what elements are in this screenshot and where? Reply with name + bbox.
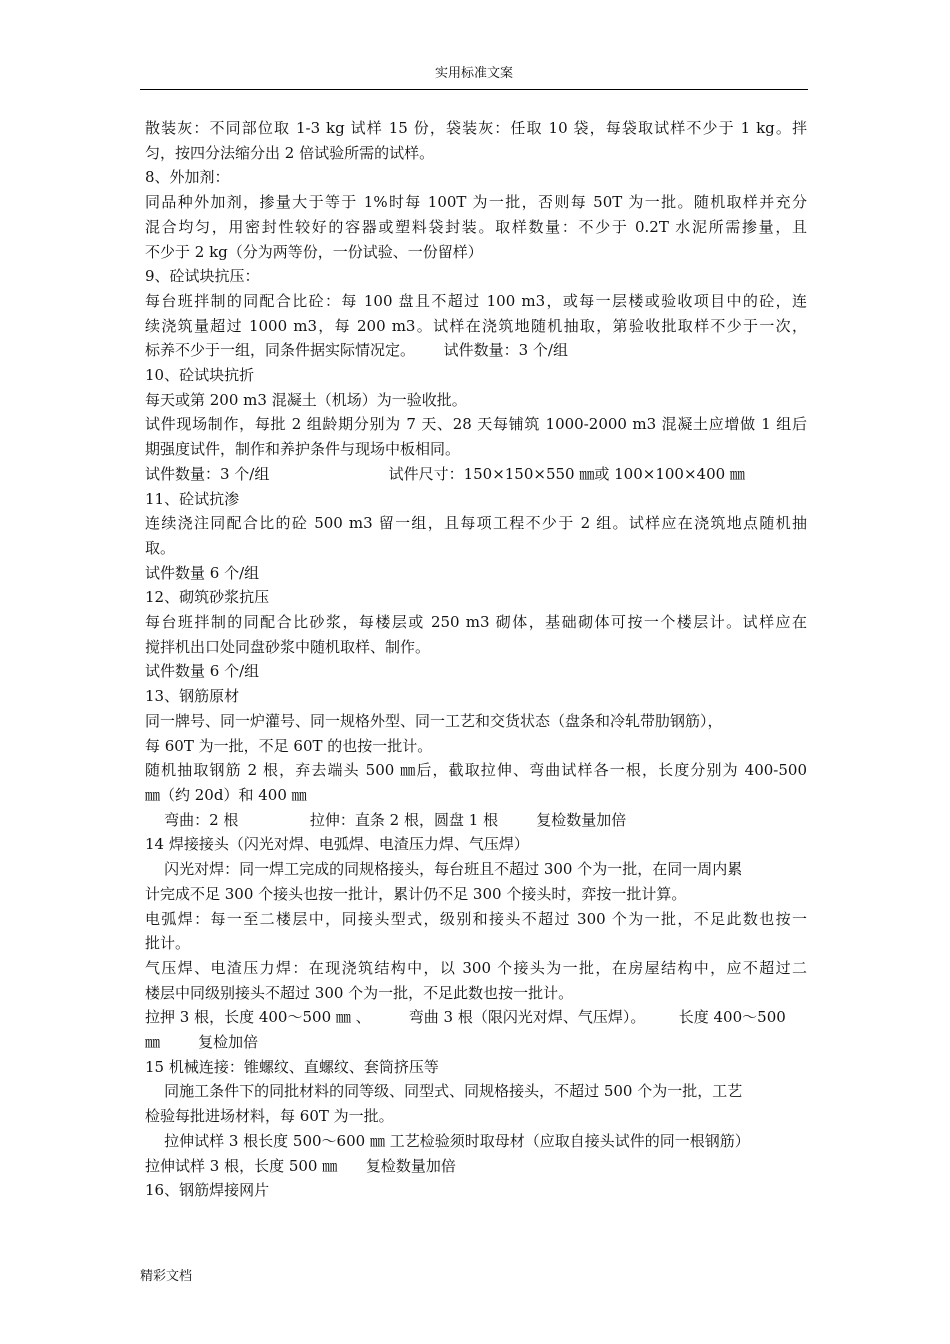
text-line: 每 60T 为一批，不足 60T 的也按一批计。 <box>145 736 433 755</box>
text-line: 弯曲：2 根 拉伸：直条 2 根，圆盘 1 根 复检数量加倍 <box>145 810 627 829</box>
text-line: 同一牌号、同一炉灌号、同一规格外型、同一工艺和交货状态（盘条和冷轧带肋钢筋）， <box>145 711 723 730</box>
section-heading: 12、砌筑砂浆抗压 <box>145 588 270 607</box>
text-line: 每天或第 200 m3 混凝土（机场）为一验收批。 <box>145 390 467 409</box>
section-heading: 14 焊接接头（闪光对焊、电弧焊、电渣压力焊、气压焊） <box>145 835 529 854</box>
section-heading: 16、钢筋焊接网片 <box>145 1181 270 1200</box>
text-line: 取。 <box>145 538 176 557</box>
page-footer: 精彩文档 <box>140 1269 193 1284</box>
text-line: 随机抽取钢筋 2 根，弃去端头 500 ㎜后，截取拉伸、弯曲试样各一根，长度分别为 400-500 <box>145 761 807 780</box>
text-line: 期强度试件，制作和养护条件与现场中板相同。 <box>145 440 461 459</box>
text-line: 电弧焊：每一至二楼层中，同接头型式，级别和接头不超过 300 个为一批，不足此数也按一 <box>145 909 807 928</box>
text-line: 混合均匀，用密封性较好的容器或塑料袋封装。取样数量：不少于 0.2T 水泥所需掺量，且 <box>145 217 807 236</box>
text-line: ㎜（约 20d）和 400 ㎜ <box>145 785 307 804</box>
text-line: 拉押 3 根，长度 400～500 ㎜ 、 弯曲 3 根（限闪光对焊、气压焊）。 长度 400～500 <box>145 1008 786 1027</box>
text-line: 气压焊、电渣压力焊：在现浇筑结构中，以 300 个接头为一批，在房屋结构中，应不超过二 <box>145 958 807 977</box>
text-line: 散装灰：不同部位取 1-3 kg 试样 15 份，袋装灰：任取 10 袋，每袋取试样不少于 1 kg。拌 <box>145 119 807 137</box>
text-line: 搅拌机出口处同盘砂浆中随机取样、制作。 <box>145 637 431 656</box>
text-line: 同品种外加剂，掺量大于等于 1%时每 100T 为一批，否则每 50T 为一批。随机取样并充分 <box>145 193 807 212</box>
document-body <box>145 116 807 1203</box>
text-line: 每台班拌制的同配合比砂浆，每楼层或 250 m3 砌体，基础砌体可按一个楼层计。试样应在 <box>145 613 807 632</box>
text-line: 试件现场制作，每批 2 组龄期分别为 7 天、28 天每铺筑 1000-2000 m3 混凝土应增做 1 组后 <box>145 415 807 434</box>
text-line: 闪光对焊：同一焊工完成的同规格接头，每台班且不超过 300 个为一批，在同一周内累 <box>145 860 743 879</box>
section-heading: 15 机械连接：锥螺纹、直螺纹、套筒挤压等 <box>145 1057 439 1076</box>
section-heading: 9、砼试块抗压： <box>145 267 260 286</box>
text-line: ㎜ 复检加倍 <box>145 1033 259 1052</box>
text-line: 楼层中同级别接头不超过 300 个为一批，不足此数也按一批计。 <box>145 983 574 1002</box>
header-rule <box>140 89 808 90</box>
text-line: 拉伸试样 3 根，长度 500 ㎜ 复检数量加倍 <box>145 1156 456 1175</box>
text-line: 匀，按四分法缩分出 2 倍试验所需的试样。 <box>145 143 435 162</box>
text-line: 同施工条件下的同批材料的同等级、同型式、同规格接头，不超过 500 个为一批，工艺 <box>145 1082 743 1101</box>
page-header: 实用标准文案 <box>434 66 513 81</box>
text-line: 试件数量：3 个/组 试件尺寸：150×150×550 ㎜或 100×100×400 ㎜ <box>145 464 745 483</box>
text-line: 批计。 <box>145 934 191 953</box>
text-line: 连续浇注同配合比的砼 500 m3 留一组，且每项工程不少于 2 组。试样应在浇筑地点随机抽 <box>145 514 807 533</box>
text-line: 拉伸试样 3 根长度 500～600 ㎜ 工艺检验须时取母材（应取自接头试件的同一根钢筋） <box>145 1131 750 1150</box>
section-heading: 11、砼试抗渗 <box>145 489 240 508</box>
text-line: 计完成不足 300 个接头也按一批计，累计仍不足 300 个接头时，弈按一批计算。 <box>145 884 687 903</box>
text-line: 续浇筑量超过 1000 m3，每 200 m3。试样在浇筑地随机抽取，第验收批取样不少于一次， <box>145 316 807 335</box>
text-line: 每台班拌制的同配合比砼：每 100 盘且不超过 100 m3，或每一层楼或验收项目中的砼，连 <box>145 291 807 310</box>
section-heading: 10、砼试块抗折 <box>145 366 255 385</box>
text-line: 检验每批进场材料，每 60T 为一批。 <box>145 1107 394 1126</box>
section-heading: 13、钢筋原材 <box>145 687 240 706</box>
section-heading: 8、外加剂： <box>145 168 230 187</box>
text-line: 试件数量 6 个/组 <box>145 563 260 582</box>
text-line: 标养不少于一组，同条件据实际情况定。 试件数量：3 个/组 <box>145 341 568 360</box>
text-line: 不少于 2 kg（分为两等份，一份试验、一份留样） <box>145 242 483 261</box>
text-line: 试件数量 6 个/组 <box>145 662 260 681</box>
